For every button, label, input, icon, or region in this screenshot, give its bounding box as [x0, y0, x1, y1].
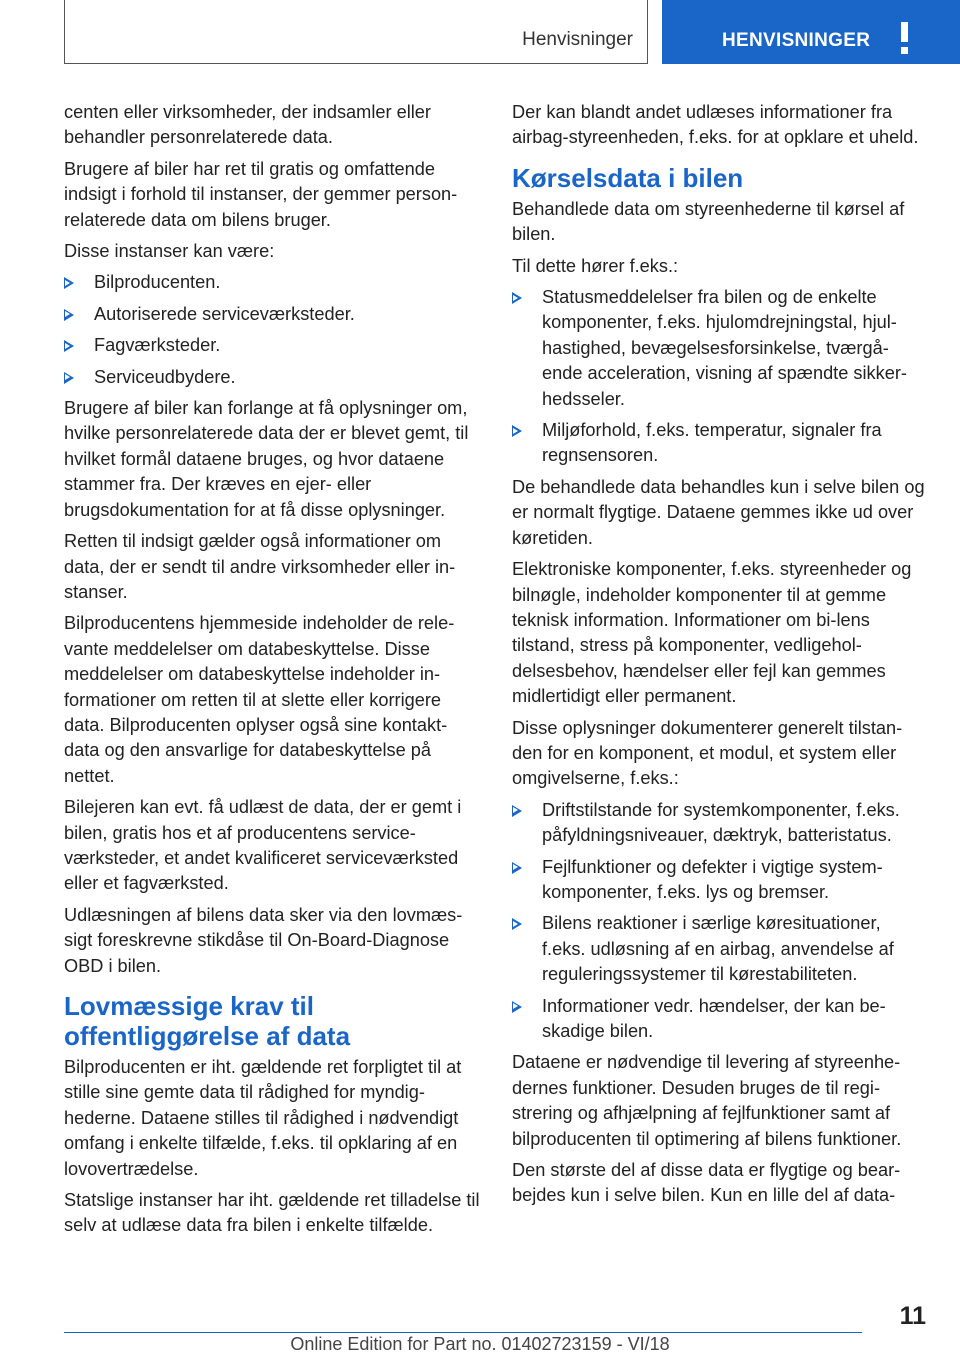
paragraph: Behandlede data om styreenhederne til kørsel af bilen. [512, 198, 905, 245]
list-item: Bilproducenten. [64, 270, 482, 295]
list-item: Fagværksteder. [64, 333, 482, 358]
list-item: Fejlfunktioner og defekter i vigtige system-komponenter, f.eks. lys og bremser. [512, 855, 926, 906]
paragraph: Bilproducenten er iht. gældende ret forpligtet til at stille sine gemte data til rådighed for myndig-hederne. Dataene stilles til rådighed i nødvendigt omfang i enkelte tilfælde, f.eks. til opklaring af en lovovertrædelse. [64, 1057, 462, 1179]
section-heading: Lovmæssige krav til offentliggørelse af data [64, 991, 351, 1051]
section-heading: Kørselsdata i bilen [512, 162, 744, 193]
left-column [64, 100, 482, 1245]
bullet-list [64, 270, 482, 390]
triangle-bullet-icon [64, 309, 74, 321]
list-item: Bilens reaktioner i særlige køresituationer, f.eks. udløsning af en airbag, anvendelse af reguleringssystemer til kørestabiliteten. [512, 911, 926, 987]
paragraph: Bilejeren kan evt. få udlæst de data, der er gemt i bilen, gratis hos et af producentens service-værksteder, et andet kvalificeret serviceværksted eller et fagværksted. [64, 797, 462, 894]
bullet-list [512, 798, 926, 1045]
paragraph: Bilproducentens hjemmeside indeholder de rele-vante meddelelser om databeskyttelse. Disse meddelelser om databeskyttelse indeholder in-formationer om retten til at slette eller korrigere data. Bilproducenten oplyser også sine kontakt-data og den ansvarlige for databeskyttelse på nettet. [64, 613, 455, 786]
footer-edition: Online Edition for Part no. 01402723159 - VI/18 [290, 1334, 670, 1354]
header-chapter-tab [662, 0, 960, 64]
paragraph: Brugere af biler kan forlange at få oplysninger om, hvilke personrelaterede data der er blevet gemt, til hvilket formål dataene bruges, og hvor dataene stammer fra. Der kræves en ejer- eller brugsdokumentation for at få disse oplysninger. [64, 398, 469, 520]
list-item: Autoriserede serviceværksteder. [64, 302, 482, 327]
triangle-bullet-icon [512, 805, 522, 817]
list-item: Miljøforhold, f.eks. temperatur, signaler fra regnsensoren. [512, 418, 926, 469]
triangle-bullet-icon [512, 1001, 522, 1013]
paragraph: Der kan blandt andet udlæses informationer fra airbag-styreenheden, f.eks. for at opklare et uheld. [512, 102, 919, 148]
triangle-bullet-icon [64, 277, 74, 289]
paragraph: Disse oplysninger dokumenterer generelt tilstan-den for en komponent, et modul, et system eller omgivelserne, f.eks.: [512, 717, 903, 789]
paragraph: Statslige instanser har iht. gældende ret tilladelse til selv at udlæse data fra bilen i enkelte tilfælde. [64, 1190, 480, 1236]
right-column [512, 100, 926, 1215]
triangle-bullet-icon [512, 862, 522, 874]
paragraph: Udlæsningen af bilens data sker via den lovmæs-sigt foreskrevne stikdåse til On-Board-Diagnose OBD i bilen. [64, 904, 463, 976]
triangle-bullet-icon [512, 292, 522, 304]
exclamation-mark-icon [900, 22, 910, 56]
paragraph: Disse instanser kan være: [64, 241, 275, 262]
bullet-list [512, 285, 926, 469]
paragraph: Retten til indsigt gælder også informationer om data, der er sendt til andre virksomheder eller in-stanser. [64, 531, 456, 602]
paragraph: De behandlede data behandles kun i selve bilen og er normalt flygtige. Dataene gemmes ikke ud over køretiden. [512, 476, 925, 548]
paragraph: Til dette hører f.eks.: [512, 255, 679, 276]
paragraph: Den største del af disse data er flygtige og bear-bejdes kun i selve bilen. Kun en lille del af data- [512, 1160, 901, 1206]
list-item: Driftstilstande for systemkomponenter, f.eks. påfyldningsniveauer, dæktryk, batteristatus. [512, 798, 926, 849]
list-item: Serviceudbydere. [64, 365, 482, 390]
triangle-bullet-icon [64, 340, 74, 352]
header-chapter-title: HENVISNINGER [722, 30, 871, 51]
paragraph: Dataene er nødvendige til levering af styreenhe-dernes funktioner. Desuden bruges de til regi-strering og afhjælpning af fejlfunktioner samt af bilproducenten til optimering af bilens funktioner. [512, 1052, 902, 1149]
header-section-title: Henvisninger [522, 29, 633, 50]
triangle-bullet-icon [512, 425, 522, 437]
list-item: Informationer vedr. hændelser, der kan be-skadige bilen. [512, 994, 926, 1045]
paragraph: Elektroniske komponenter, f.eks. styreenheder og bilnøgle, indeholder komponenter til at gemme teknisk information. Informationer om bi-lens tilstand, stress på komponenter, vedligehol-delsesbehov, hændelser eller fejl kan gemmes midlertidigt eller permanent. [512, 559, 912, 707]
paragraph: Brugere af biler har ret til gratis og omfattende indsigt i forhold til instanser, der gemmer person-relaterede data om bilens bruger. [64, 158, 458, 230]
footer-divider [64, 1332, 862, 1333]
header-section-box [64, 0, 648, 64]
list-item: Statusmeddelelser fra bilen og de enkelte komponenter, f.eks. hjulomdrejningstal, hjul-hastighed, bevægelsesforsinkelse, tværgå-ende acceleration, visning af spændte sikker-hedsseler. [512, 285, 926, 412]
page-number: 11 [899, 1302, 926, 1330]
paragraph: centen eller virksomheder, der indsamler eller behandler personrelaterede data. [64, 102, 431, 148]
triangle-bullet-icon [64, 372, 74, 384]
triangle-bullet-icon [512, 918, 522, 930]
